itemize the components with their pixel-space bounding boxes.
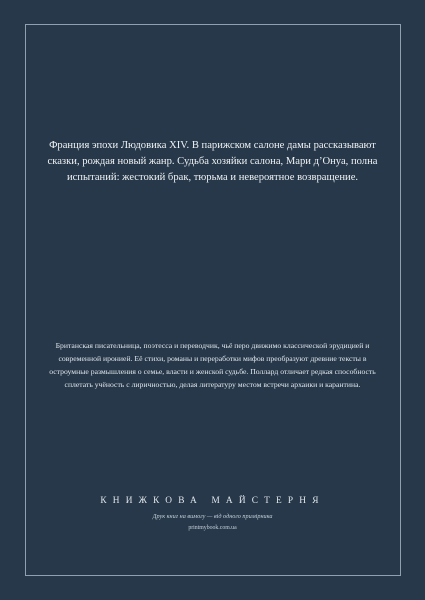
author-bio: Британская писательница, поэтесса и переводчик, чьё перо движимо классической эрудицией и современной иронией. Её стихи, романы и переработки мифов преобразуют древние тексты в остроумные размышления о семье, власти и женской судьбе. Поллард отличает редкая способность сплетать учёность с лиричностью, делая литературу местом встречи архаики и карантина. [49,341,376,389]
publisher-tagline: Друк книг на вимогу — від одного примірника [152,513,273,520]
publisher-website: printmybook.com.ua [188,525,237,531]
publisher-name: КНИЖКОВА МАЙСТЕРНЯ [100,496,325,506]
book-blurb: Франция эпохи Людовика XIV. В парижском салоне дамы рассказывают сказки, рождая новый жанр. Судьба хозяйки салона, Мари д’Онуа, полна испытаний: жестокий брак, тюрьма и невероятное возвращение. [47,140,378,183]
cover-frame-border [25,24,401,576]
